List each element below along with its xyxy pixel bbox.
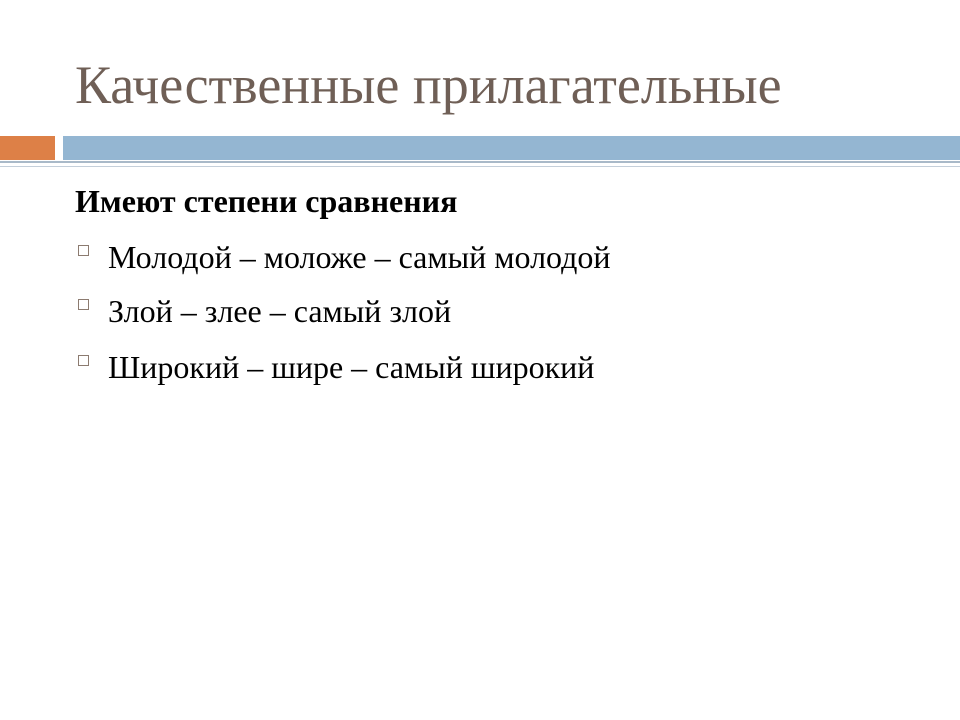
slide-heading: Имеют степени сравнения xyxy=(75,183,458,219)
divider-line xyxy=(0,161,960,163)
bullet-square-icon xyxy=(78,299,89,310)
accent-bar-blue xyxy=(63,136,960,160)
bullet-text: Злой – злее – самый злой xyxy=(108,293,452,329)
slide-title: Качественные прилагательные xyxy=(75,55,782,115)
divider-line-thin xyxy=(0,166,960,167)
bullet-square-icon xyxy=(78,245,89,256)
bullet-item xyxy=(78,351,938,383)
bullet-text: Молодой – моложе – самый молодой xyxy=(108,239,611,275)
bullet-item xyxy=(78,295,938,327)
bullet-square-icon xyxy=(78,355,89,366)
accent-bar-orange xyxy=(0,136,55,160)
bullet-text: Широкий – шире – самый широкий xyxy=(108,349,595,385)
bullet-item xyxy=(78,241,938,273)
